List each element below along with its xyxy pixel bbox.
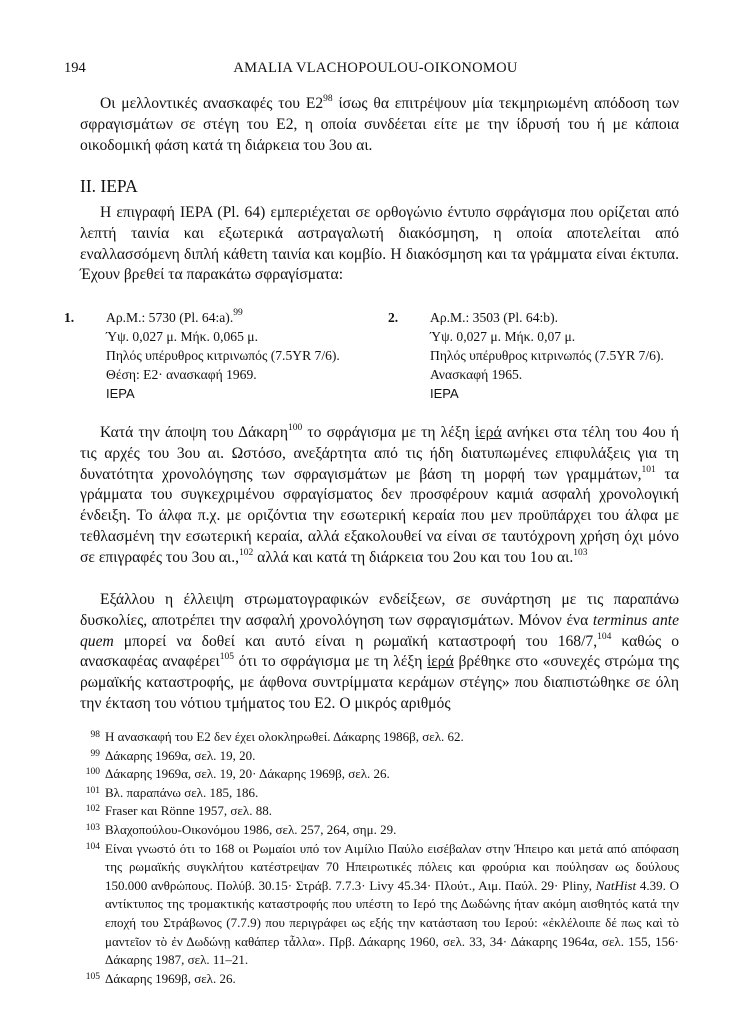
footnote-ref-100[interactable]: 100	[288, 423, 303, 433]
footnote-text: Η ανασκαφή του Ε2 δεν έχει ολοκληρωθεί. Δάκαρης 1986β, σελ. 62.	[105, 729, 464, 744]
paragraph-dating	[80, 423, 679, 569]
footnote-italic: NatHist	[595, 877, 637, 893]
footnotes	[80, 728, 679, 988]
footnote-number: 99	[90, 748, 100, 759]
entry-dimensions: Ύψ. 0,027 μ. Μήκ. 0,065 μ.	[106, 329, 258, 344]
text-run: Οι μελλοντικές ανασκαφές του Ε2	[100, 95, 324, 112]
footnote-text: Είναι γνωστό ότι το 168 οι Ρωμαίοι υπό τον Αιμίλιο Παύλο εισέβαλαν στην Ήπειρο και μετά από απόφαση της ρωμαϊκής συγκλήτου κατέστρεψαν 70 Ηπειρωτικές πόλεις και φρούρια και πούλησαν ως δούλους 150.000 ανθρώπους. Πολύβ. 30.15· Στράβ. 7.7.3· Livy 45.34· Πλούτ., Αιμ. Παύλ. 29· Pliny,	[105, 840, 679, 893]
section-heading: II. ΙΕΡΑ	[80, 176, 138, 196]
footnote-101	[80, 784, 679, 803]
inventory-text: Αρ.Μ.: 5730 (Pl. 64:a).	[106, 310, 234, 325]
footnote-text: Δάκαρης 1969β, σελ. 26.	[105, 970, 236, 986]
footnote-100	[80, 765, 679, 784]
entry-number: 1.	[64, 310, 75, 325]
footnote-ref-99[interactable]: 99	[233, 308, 243, 318]
catalogue-entries	[64, 308, 680, 400]
text-run: μπορεί να δοθεί και αυτό είναι η ρωμαϊκή καταστροφή του 168/7,	[113, 632, 598, 650]
footnote-text: Δάκαρης 1969α, σελ. 19, 20· Δάκαρης 1969β, σελ. 26.	[105, 766, 390, 782]
text-run: Κατά την άποψη του Δάκαρη	[100, 424, 288, 441]
entry-text	[106, 308, 340, 403]
footnote-103	[80, 821, 679, 840]
footnote-ref-105[interactable]: 105	[219, 652, 234, 663]
entry-location: Θέση: Ε2· ανασκαφή 1969.	[106, 367, 257, 382]
footnote-99	[80, 747, 679, 766]
entry-dimensions: Ύψ. 0,027 μ. Μήκ. 0,07 μ.	[430, 329, 576, 344]
footnote-ref-104[interactable]: 104	[597, 631, 612, 642]
footnote-98	[80, 728, 679, 747]
entry-number: 2.	[388, 310, 399, 325]
footnote-number: 101	[85, 785, 100, 796]
footnote-text: 4.39. Ο αντίκτυπος της τρομακτικής καταστροφής που υπέστη το Ιερό της Δωδώνης ήταν ακόμη αισθητός κατά την εποχή του Στράβωνος (7.7.9) που περιγράφει ως εξής την κατάσταση του Ιερού: «ἐκλέλοιπε δέ πως καὶ τὸ μαντεῖον τὸ ἐν Δωδώνῃ καθάπερ τἆλλα». Πρβ. Δάκαρης 1960, σελ. 33, 34· Δάκαρης 1964α, σελ. 155, 156· Δάκαρης 1987, σελ. 11–21.	[105, 877, 679, 968]
entry-clay: Πηλός υπέρυθρος κιτρινωπός (7.5YR 7/6).	[430, 348, 664, 363]
entry-text	[430, 308, 664, 403]
footnote-ref-98[interactable]: 98	[323, 94, 333, 104]
text-run: βρέθηκε στο «συνεχές στρώμα της ρωμαϊκής καταστροφής, με άφθονα συντρίμματα κεράμων στέγης» που διαπιστώθηκε σε όλη την έκταση του νότιου τμήματος του Ε2. Ο μικρός αριθμός	[80, 653, 679, 712]
footnote-text: Βλαχοπούλου-Οικονόμου 1986, σελ. 257, 264, σημ. 29.	[105, 821, 397, 837]
text-run: Εξάλλου η έλλειψη στρωματογραφικών ενδείξεων, σε συνάρτηση με τις παραπάνω δυσκολίες, αποτρέπει την ασφαλή χρονολόγηση των σφραγισμάτων. Μόνον ένα	[80, 591, 679, 629]
footnote-number: 98	[90, 730, 100, 740]
footnote-number: 103	[85, 822, 100, 833]
hiera-word: ἱερά	[427, 653, 454, 671]
page-header	[64, 60, 687, 82]
footnote-number: 105	[85, 971, 100, 982]
entry-inventory: Αρ.Μ.: 3503 (Pl. 64:b).	[430, 310, 558, 325]
text-run: ότι το σφράγισμα με τη λέξη	[233, 653, 428, 671]
text-run: ίσως θα επιτρέψουν μία τεκμηριωμένη απόδοση των σφραγισμάτων σε στέγη του Ε2, η οποία συνδέεται είτε με την ίδρυσή του ή με κάποια οικοδομική φάση κατά τη διάρκεια του 3ου αι.	[80, 95, 680, 154]
text-run: τα γράμματα του συγκεχριμένου σφραγίσματος δεν προσφέρουν καμιά ασφαλή χρονολογική ένδειξη. Το άλφα π.χ. με οριζόντια την εσωτερική κεραία που μεν προϋπάρχει του άλφα με τεθλασμένη την εσωτερική κεραία, αλλά εξακολουθεί να είναι σε ταυτόχρονη χρήση όχι μόνο σε επιγραφές του 3ου αι.,	[80, 465, 679, 566]
footnote-ref-101[interactable]: 101	[641, 464, 656, 475]
footnote-102	[80, 802, 679, 821]
entry-location: Ανασκαφή 1965.	[430, 367, 523, 382]
text-run: καθώς ο ανασκαφέας αναφέρει	[80, 632, 679, 671]
footnote-number: 102	[85, 804, 100, 815]
paragraph-intro	[80, 94, 679, 156]
paragraph-description: Η επιγραφή ΙΕΡΑ (Pl. 64) εμπεριέχεται σε ορθογώνιο έντυπο σφράγισμα που ορίζεται από λεπτή ταινία και εξωτερικά αστραγαλωτή διακόσμηση, η οποία αποτελείται από εναλλασσόμενη διπλή κάθετη ταινία και κομβίο. Η διακόσμηση και τα γράμματα είναι έκτυπα. Έχουν βρεθεί τα παρακάτω σφραγίσματα:	[80, 204, 679, 284]
footnote-number: 100	[85, 767, 100, 778]
footnote-105	[80, 970, 679, 989]
footnote-number: 104	[85, 841, 100, 852]
text-run: αλλά και κατά τη διάρκεια του 2ου και του 1ου αι.	[253, 548, 574, 566]
entry-inventory	[106, 308, 340, 327]
latin-phrase: terminus ante quem	[80, 611, 679, 650]
entry-inscription: ΙΕΡΑ	[430, 386, 459, 401]
text-run: το σφράγισμα με τη λέξη	[302, 424, 476, 441]
page-number: 194	[64, 60, 86, 76]
footnote-104	[80, 840, 679, 970]
footnote-ref-102[interactable]: 102	[239, 547, 254, 558]
footnote-ref-103[interactable]: 103	[573, 547, 588, 558]
entry-inscription: ΙΕΡΑ	[106, 386, 135, 401]
entry-clay: Πηλός υπέρυθρος κιτρινωπός (7.5YR 7/6).	[106, 348, 340, 363]
footnote-text: Fraser και Rönne 1957, σελ. 88.	[105, 803, 272, 819]
running-head: AMALIA VLACHOPOULOU-OIKONOMOU	[233, 60, 518, 76]
hiera-word: ἱερά	[475, 424, 502, 441]
text-run: ανήκει στα τέλη του 4ου ή τις αρχές του 3ου αι. Ωστόσο, ανεξάρτητα από τις ήδη διατυπωμένες επιφυλάξεις για τη δυνατότητα χρονολόγησης των σφραγισμάτων με βάση τη μορφή των γραμμάτων,	[80, 424, 679, 483]
footnote-text: Βλ. παραπάνω σελ. 185, 186.	[105, 784, 259, 800]
paragraph-stratigraphy	[80, 590, 679, 715]
footnote-text: Δάκαρης 1969α, σελ. 19, 20.	[105, 747, 256, 763]
